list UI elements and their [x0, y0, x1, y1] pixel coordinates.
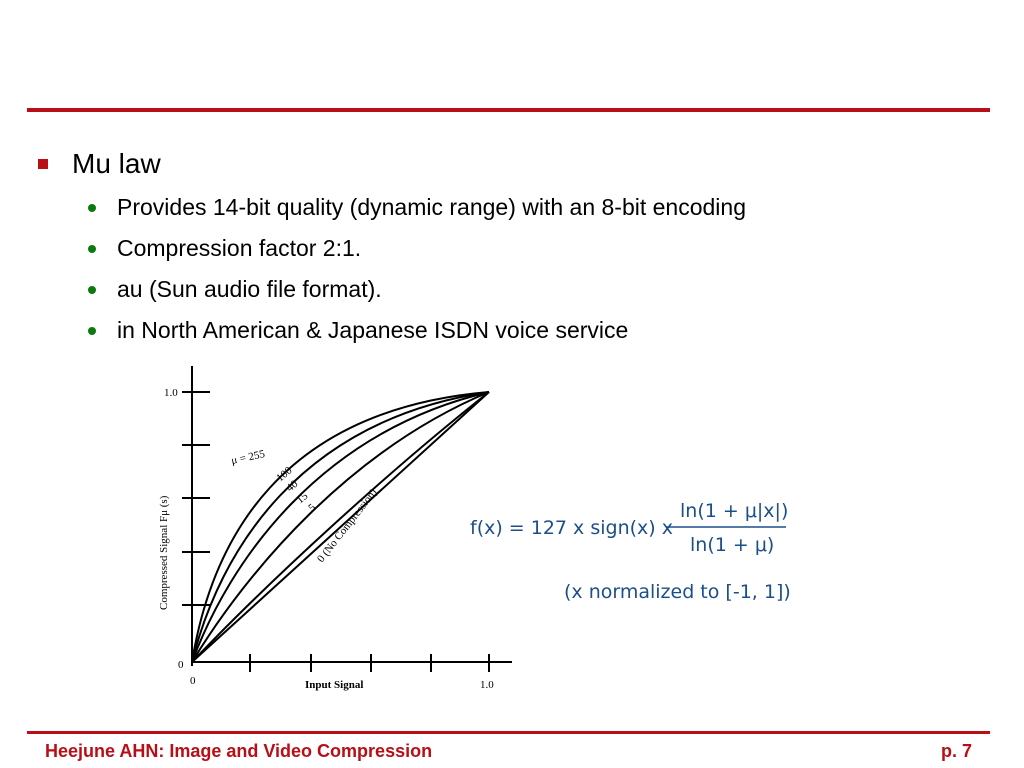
- bullet-item-text: au (Sun audio file format).: [117, 276, 382, 302]
- y-tick-label-zero: 0: [178, 659, 184, 671]
- formula-denominator: ln(1 + μ): [690, 534, 775, 556]
- x-axis-label: Input Signal: [305, 679, 364, 691]
- dot-bullet-icon: [88, 245, 96, 253]
- dot-bullet-icon: [88, 327, 96, 335]
- bullet-main: [38, 148, 161, 180]
- footer-title: Heejune AHN: Image and Video Compression: [45, 741, 433, 761]
- dot-bullet-icon: [88, 286, 96, 294]
- formula-note: (x normalized to [-1, 1]): [564, 581, 791, 603]
- curve-label-15: 15: [294, 490, 311, 507]
- curve-label-100: 100: [274, 464, 295, 485]
- formula-lhs: f(x) = 127 x sign(x) x: [470, 517, 673, 539]
- curve-label-255: μ = 255: [230, 448, 266, 467]
- curve-label-40: 40: [284, 478, 301, 495]
- x-tick-label-end: 1.0: [480, 679, 494, 691]
- bullet-item: [88, 235, 361, 262]
- y-axis-label: Compressed Signal Fμ (s): [158, 495, 170, 610]
- x-tick-label-zero: 0: [190, 675, 196, 687]
- bullet-item: [88, 276, 382, 303]
- formula-numerator: ln(1 + μ|x|): [680, 500, 789, 522]
- curve-label-0: 0 (No Compression): [314, 486, 380, 565]
- bullet-item-text: in North American & Japanese ISDN voice service: [117, 317, 629, 343]
- dot-bullet-icon: [88, 204, 96, 212]
- y-tick-label-top: 1.0: [164, 387, 178, 399]
- page-number: p. 7: [940, 741, 972, 761]
- mu-law-figure: [150, 360, 810, 700]
- bullet-main-text: Mu law: [72, 148, 161, 179]
- bullet-item: [88, 194, 746, 221]
- square-bullet-icon: [38, 159, 48, 169]
- footer-divider: [27, 731, 990, 734]
- bullet-item-text: Provides 14-bit quality (dynamic range) with an 8-bit encoding: [117, 194, 746, 220]
- title-divider: [27, 108, 990, 112]
- curve-label-5: 5: [306, 501, 319, 515]
- bullet-item-text: Compression factor 2:1.: [117, 235, 362, 261]
- bullet-item: [88, 317, 628, 344]
